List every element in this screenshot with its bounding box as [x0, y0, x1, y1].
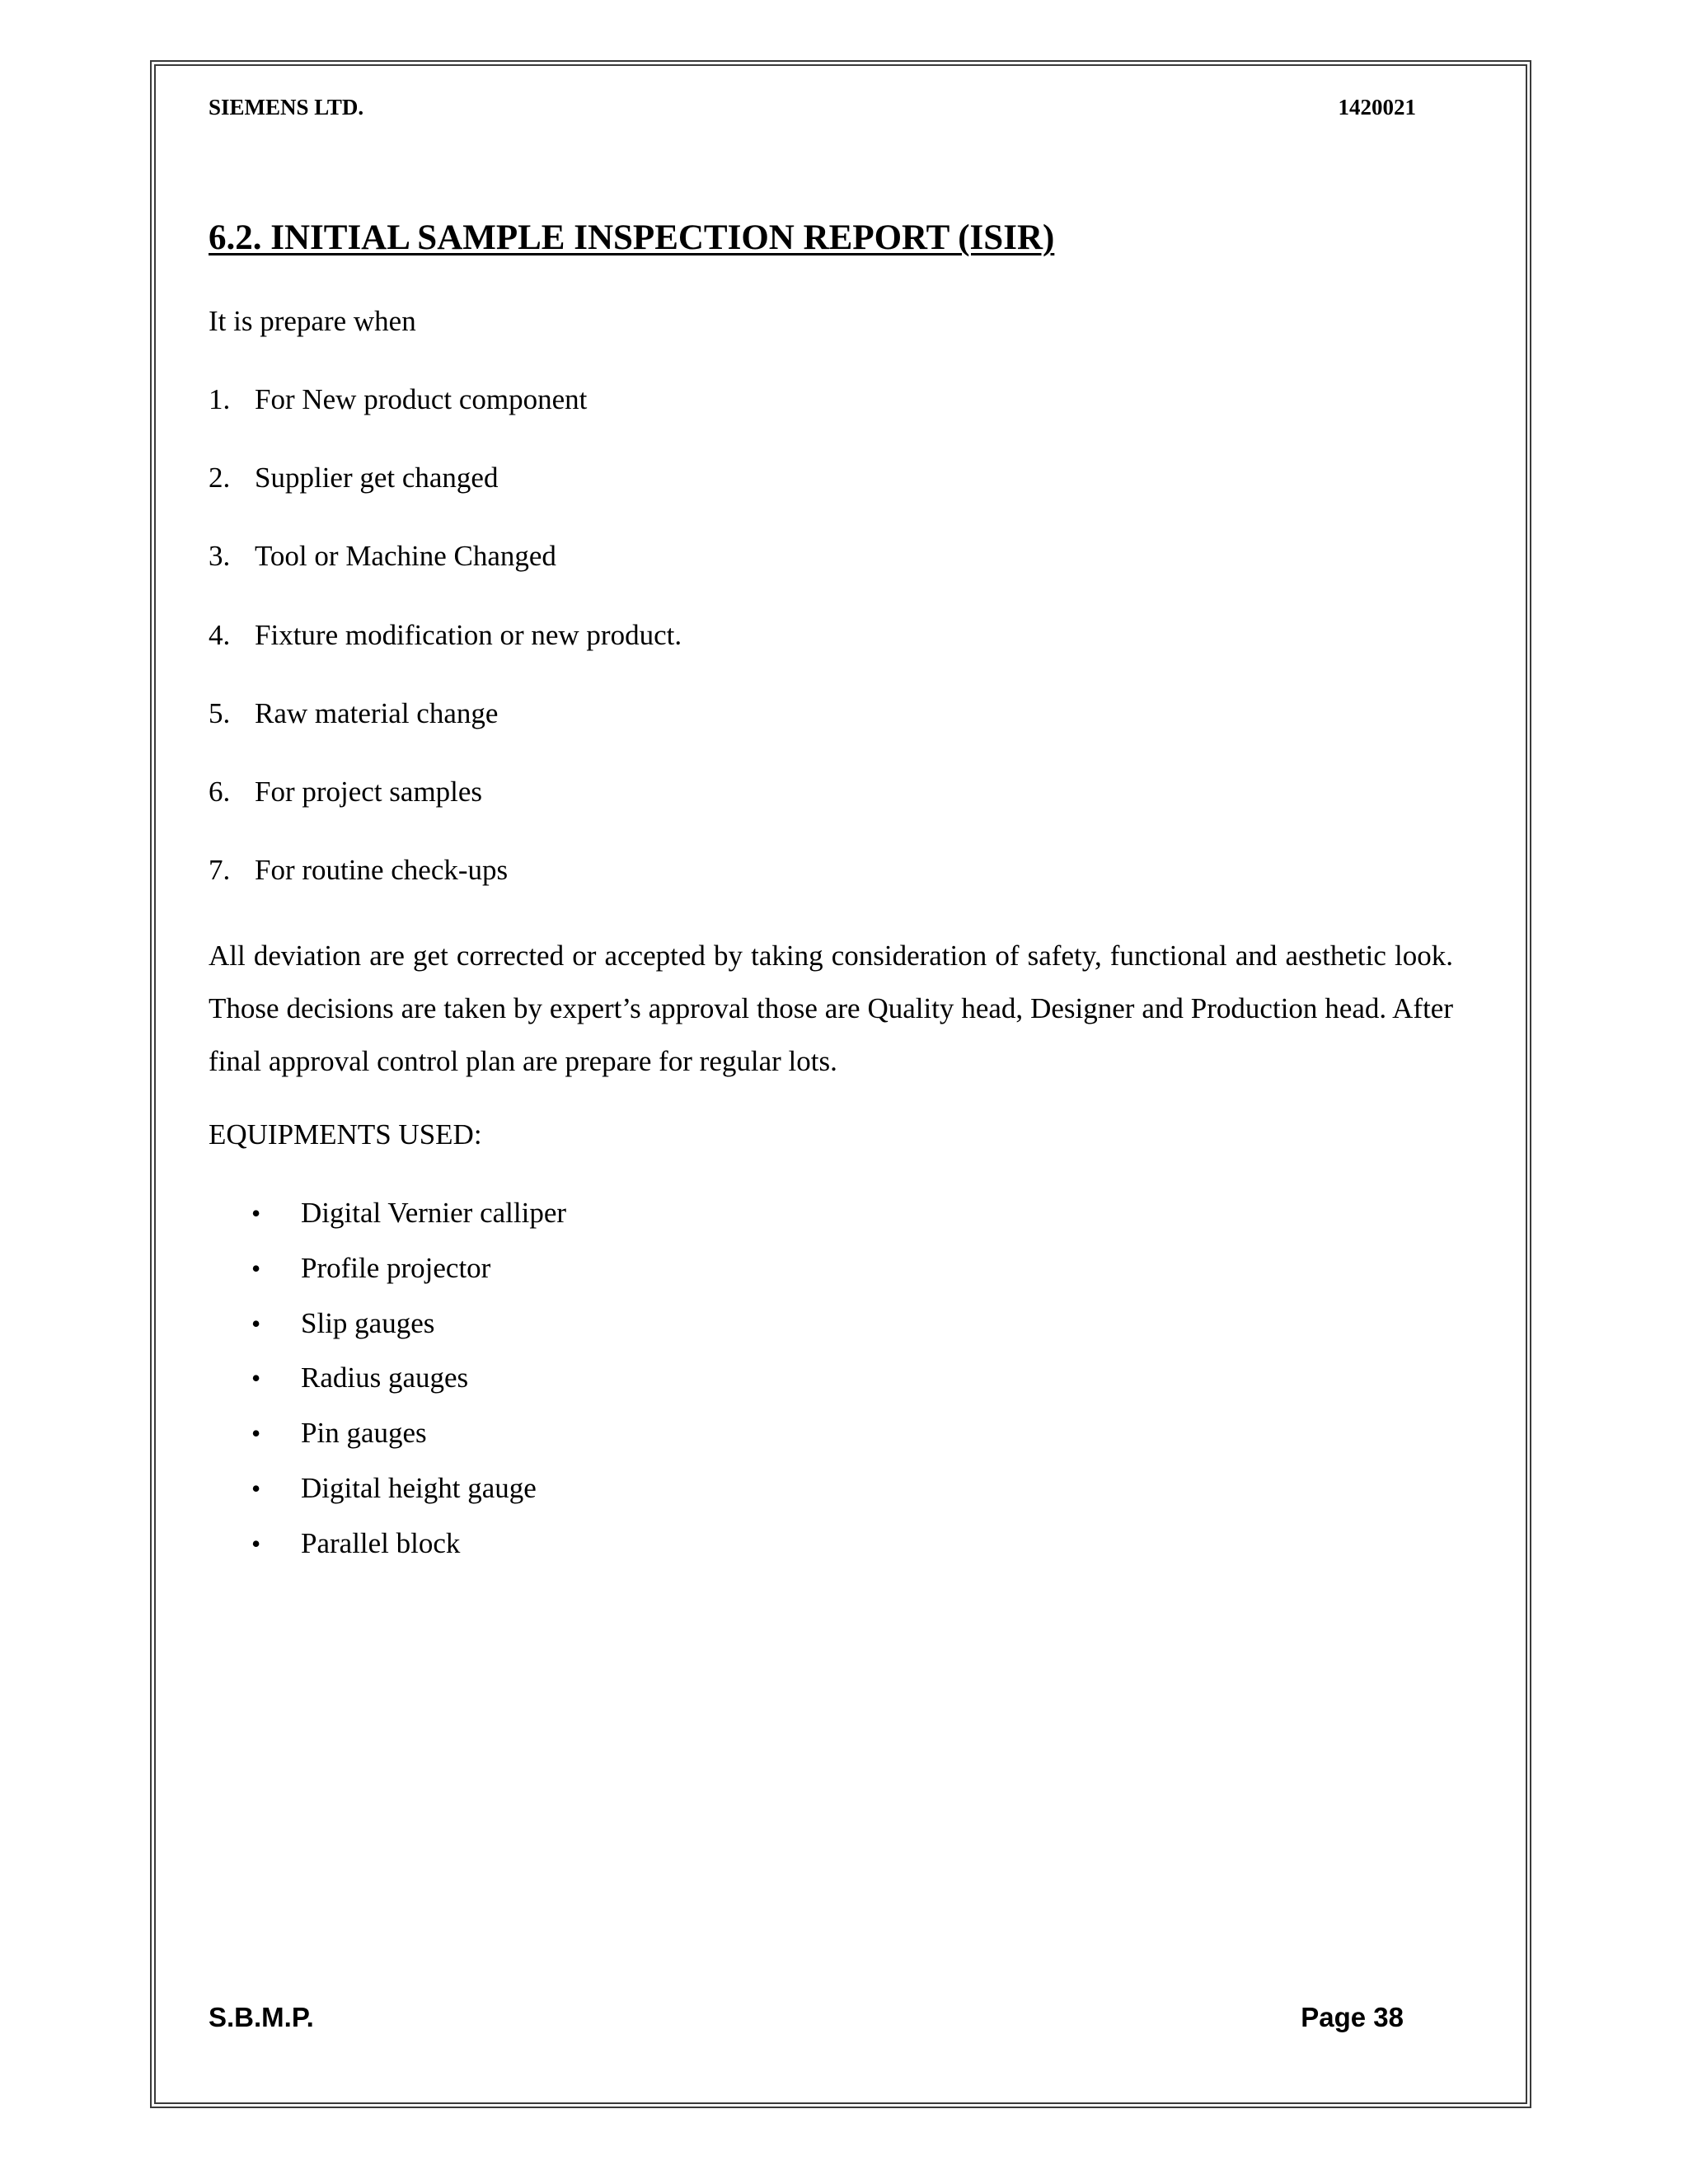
- list-item-text: Supplier get changed: [255, 462, 499, 494]
- list-item: [209, 617, 682, 696]
- list-item-number: 7.: [209, 854, 231, 887]
- header-company: SIEMENS LTD.: [209, 95, 364, 120]
- list-item-text: For project samples: [255, 775, 483, 808]
- list-item: [251, 1526, 566, 1581]
- section-title: 6.2. INITIAL SAMPLE INSPECTION REPORT (ISIR): [209, 218, 1055, 257]
- bullet-icon: •: [251, 1418, 261, 1449]
- list-item: [209, 382, 682, 460]
- list-item: [209, 774, 682, 852]
- list-item-text: Radius gauges: [301, 1361, 469, 1394]
- list-item-text: Parallel block: [301, 1526, 461, 1559]
- list-item-text: Digital Vernier calliper: [301, 1197, 567, 1229]
- list-item: [251, 1470, 566, 1526]
- bullet-icon: •: [251, 1253, 261, 1283]
- list-item-number: 1.: [209, 383, 231, 415]
- intro-text: It is prepare when: [209, 305, 416, 337]
- deviation-paragraph: All deviation are get corrected or accepted by taking consideration of safety, functional and aesthetic look. Those decisions are taken by expert’s approval those are Quality head, Designer and Production head. After final approval control plan are prepare for regular lots.: [209, 940, 1453, 1077]
- list-item: [209, 538, 682, 616]
- bullet-icon: •: [251, 1528, 261, 1558]
- footer-left: S.B.M.P.: [209, 2002, 314, 2032]
- equipment-list: [251, 1195, 566, 1581]
- list-item-text: Tool or Machine Changed: [255, 540, 556, 573]
- list-item-number: 5.: [209, 696, 231, 729]
- bullet-icon: •: [251, 1308, 261, 1338]
- list-item-text: Pin gauges: [301, 1417, 427, 1450]
- list-item: [209, 852, 682, 930]
- list-item-number: 2.: [209, 462, 231, 494]
- equipment-heading: EQUIPMENTS USED:: [209, 1118, 482, 1151]
- list-item: [251, 1305, 566, 1361]
- list-item-text: For routine check-ups: [255, 854, 509, 887]
- list-item: [251, 1415, 566, 1470]
- list-item: [251, 1250, 566, 1305]
- list-item-text: For New product component: [255, 383, 588, 415]
- list-item-number: 4.: [209, 618, 231, 651]
- list-item-text: Digital height gauge: [301, 1471, 537, 1504]
- list-item: [251, 1360, 566, 1415]
- list-item-text: Fixture modification or new product.: [255, 618, 682, 651]
- list-item-text: Raw material change: [255, 696, 499, 729]
- list-item: [209, 460, 682, 538]
- header-code: 1420021: [1338, 95, 1416, 120]
- list-item-text: Slip gauges: [301, 1306, 435, 1339]
- bullet-icon: •: [251, 1198, 261, 1228]
- list-item: [251, 1195, 566, 1250]
- conditions-list: [209, 382, 682, 930]
- page-number: Page 38: [1301, 2002, 1404, 2032]
- list-item-text: Profile projector: [301, 1251, 491, 1284]
- bullet-icon: •: [251, 1363, 261, 1394]
- list-item-number: 3.: [209, 540, 231, 573]
- list-item: [209, 696, 682, 774]
- list-item-number: 6.: [209, 775, 231, 808]
- bullet-icon: •: [251, 1473, 261, 1503]
